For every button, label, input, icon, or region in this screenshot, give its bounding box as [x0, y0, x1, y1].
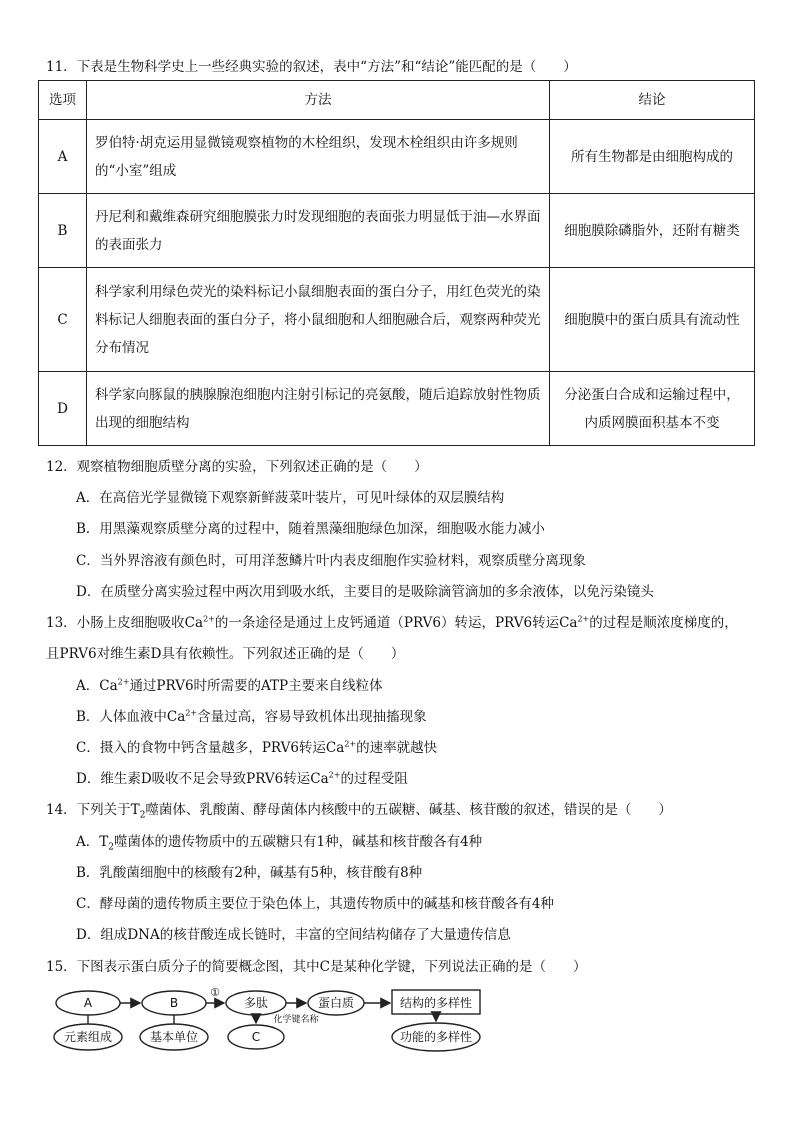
node-unit-label: 基本单位 — [149, 1030, 199, 1044]
row-option: D — [39, 372, 87, 446]
row-conclusion: 所有生物都是由细胞构成的 — [550, 120, 755, 194]
table-row — [39, 268, 755, 372]
q15-stem: 15．下图表示蛋白质分子的简要概念图，其中C是某种化学键，下列说法正确的是（ ） — [46, 959, 587, 975]
row-method: 丹尼利和戴维森研究细胞膜张力时发现细胞的表面张力明显低于油—水界面的表面张力 — [87, 194, 550, 268]
row-option: A — [39, 120, 87, 194]
row-conclusion: 细胞膜中的蛋白质具有流动性 — [550, 268, 755, 372]
bond-name-label: 化学键名称 — [273, 1015, 319, 1025]
q14-stem: 14．下列关于$T_2$噬菌体、乳酸菌、酵母菌体内核酸中的五碳糖、碱基、核苷酸的叙述，错误的是（ ） — [46, 802, 672, 821]
q12-option-d: D．在质壁分离实验过程中两次用到吸水纸，主要目的是吸除滴管滴加的多余液体，以免污染镜头 — [76, 584, 654, 600]
q12-option-b: B．用黑藻观察质壁分离的过程中，随着黑藻细胞绿色加深，细胞吸水能力减小 — [76, 521, 545, 537]
q12-option-c: C．当外界溶液有颜色时，可用洋葱鳞片叶内表皮细胞作实验材料，观察质壁分离现象 — [76, 553, 586, 569]
table-row — [39, 120, 755, 194]
q13-option-a: A．$Ca^{2+}$通过PRV6时所需要的ATP主要来自线粒体 — [76, 677, 383, 694]
row-method: 科学家向豚鼠的胰腺腺泡细胞内注射引标记的亮氨酸，随后追踪放射性物质出现的细胞结构 — [87, 372, 550, 446]
q14-option-a: A．$T_2$噬菌体的遗传物质中的五碳糖只有1种，碱基和核苷酸各有4种 — [76, 834, 483, 853]
q12-stem: 12．观察植物细胞质壁分离的实验，下列叙述正确的是（ ） — [46, 459, 428, 475]
experiment-table — [38, 80, 755, 446]
node-protein-label: 蛋白质 — [317, 996, 355, 1010]
q14-option-d: D．组成DNA的核苷酸连成长链时，丰富的空间结构储存了大量遗传信息 — [76, 927, 511, 943]
q14-option-c: C．酵母菌的遗传物质主要位于染色体上，其遗传物质中的碱基和核苷酸各有4种 — [76, 896, 554, 912]
row-option: B — [39, 194, 87, 268]
q12-option-a: A．在高倍光学显微镜下观察新鲜菠菜叶装片，可见叶绿体的双层膜结构 — [76, 490, 505, 506]
protein-concept-diagram — [50, 985, 490, 1055]
step-label: ① — [210, 986, 220, 999]
node-polypeptide-label: 多肽 — [243, 996, 269, 1010]
node-element-label: 元素组成 — [63, 1030, 113, 1044]
q13-stem-line1: 13．小肠上皮细胞吸收$Ca^{2+}$的一条途径是通过上皮钙通道（PRV6）转运，PRV6转运$Ca^{2+}$的过程是顺浓度梯度的， — [46, 614, 738, 631]
q13-option-c: C．摄入的食物中钙含量越多，PRV6转运$Ca^{2+}$的速率就越快 — [76, 739, 438, 756]
header-method: 方法 — [87, 81, 550, 120]
q13-option-b: B．人体血液中$Ca^{2+}$含量过高，容易导致机体出现抽搐现象 — [76, 708, 427, 725]
row-conclusion: 分泌蛋白合成和运输过程中，内质网膜面积基本不变 — [550, 372, 755, 446]
q13-option-d: D．维生素D吸收不足会导致PRV6转运$Ca^{2+}$的过程受阻 — [76, 770, 408, 787]
node-a-label: A — [83, 996, 93, 1010]
node-b-label: B — [169, 996, 179, 1010]
table-row — [39, 194, 755, 268]
q11-stem: 11．下表是生物科学史上一些经典实验的叙述，表中“方法”和“结论”能匹配的是（ ） — [46, 59, 577, 75]
node-c-label: C — [251, 1030, 261, 1044]
row-conclusion: 细胞膜除磷脂外，还附有糖类 — [550, 194, 755, 268]
header-conclusion: 结论 — [550, 81, 755, 120]
row-method: 科学家利用绿色荧光的染料标记小鼠细胞表面的蛋白分子，用红色荧光的染料标记人细胞表面的蛋白分子，将小鼠细胞和人细胞融合后，观察两种荧光分布情况 — [87, 268, 550, 372]
row-option: C — [39, 268, 87, 372]
q14-option-b: B．乳酸菌细胞中的核酸有2种，碱基有5种，核苷酸有8种 — [76, 865, 423, 881]
table-row — [39, 372, 755, 446]
table-header-row — [39, 81, 755, 120]
node-function-label: 功能的多样性 — [399, 1030, 473, 1044]
header-option: 选项 — [39, 81, 87, 120]
row-method: 罗伯特·胡克运用显微镜观察植物的木栓组织，发现木栓组织由许多规则的“小室”组成 — [87, 120, 550, 194]
node-structure-label: 结构的多样性 — [399, 996, 473, 1010]
q13-stem-line2: 且PRV6对维生素D具有依赖性。下列叙述正确的是（ ） — [46, 646, 405, 662]
